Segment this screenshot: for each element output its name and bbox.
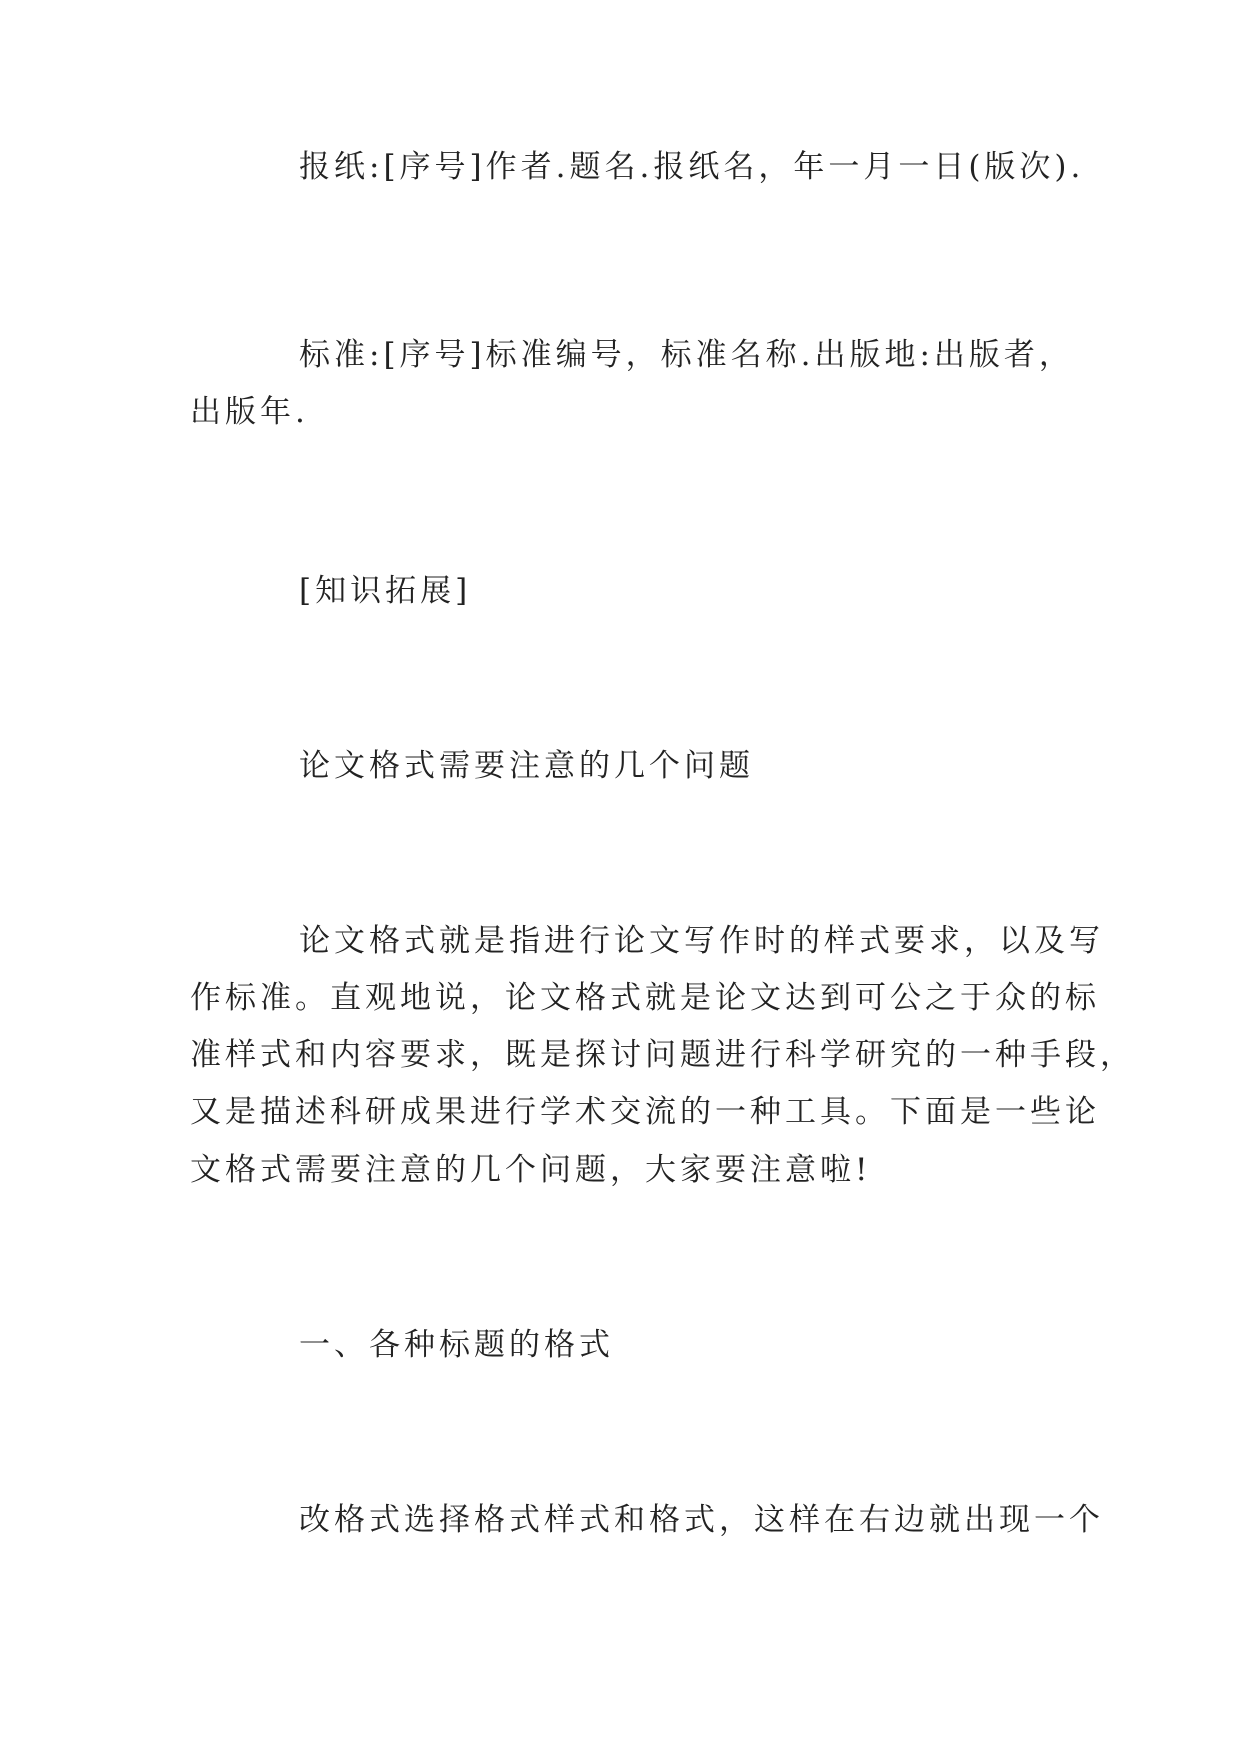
paragraph-line: 一、各种标题的格式 — [299, 1327, 614, 1363]
paragraph-line: 准样式和内容要求，既是探讨问题进行科学研究的一种手段， — [190, 1037, 1135, 1073]
paragraph-line: 出版年. — [190, 394, 309, 430]
paragraph-line: [知识拓展] — [299, 573, 472, 609]
paragraph-line: 改格式选择格式样式和格式，这样在右边就出现一个 — [299, 1502, 1104, 1538]
paragraph-line: 报纸:[序号]作者.题名.报纸名，年一月一日(版次). — [299, 149, 1085, 185]
paragraph-line: 标准:[序号]标准编号，标准名称.出版地:出版者， — [299, 337, 1074, 373]
paragraph-line: 又是描述科研成果进行学术交流的一种工具。下面是一些论 — [190, 1094, 1100, 1130]
paragraph-line: 作标准。直观地说，论文格式就是论文达到可公之于众的标 — [190, 980, 1100, 1016]
paragraph-line: 论文格式就是指进行论文写作时的样式要求，以及写 — [299, 923, 1104, 959]
paragraph-line: 论文格式需要注意的几个问题 — [299, 748, 754, 784]
paragraph-line: 文格式需要注意的几个问题，大家要注意啦! — [190, 1152, 872, 1188]
